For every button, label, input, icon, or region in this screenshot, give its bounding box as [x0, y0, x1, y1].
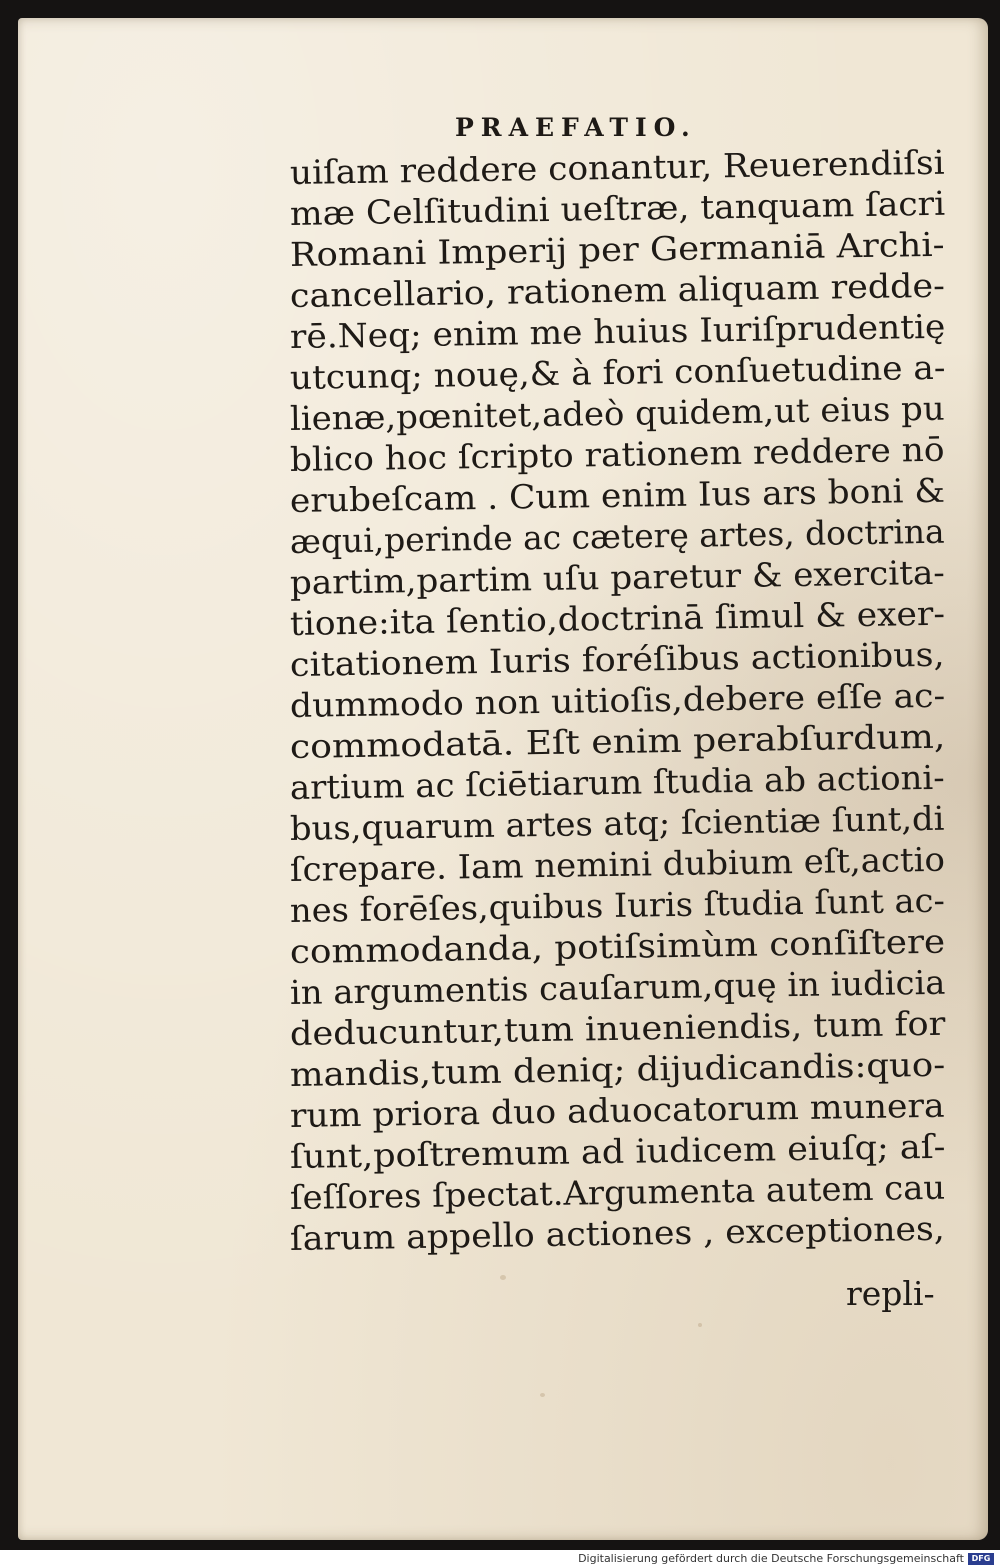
text-line: blico hoc ſcripto rationem reddere nō [289, 429, 945, 479]
text-line: æqui,perinde ac cæterę artes, doctrina [289, 511, 945, 561]
text-line: bus,quarum artes atq; ſcientiæ ſunt,di [289, 798, 945, 848]
text-line: commodanda, potiſsimùm conſiſtere [289, 921, 946, 971]
text-line: ſarum appello actiones , exceptiones, [289, 1208, 946, 1258]
text-line: mandis,tum deniq; dijudicandis:quo- [289, 1044, 946, 1094]
text-line: ſeſſores ſpectat.Argumenta autem cau [289, 1167, 946, 1217]
text-line: mæ Celſitudini ueſtræ, tanquam ſacri [289, 183, 946, 233]
text-line: rum priora duo aduocatorum munera [289, 1085, 945, 1135]
footer-credit: Digitalisierung gefördert durch die Deutsche Forschungsgemeinschaft [578, 1552, 964, 1565]
text-line: tione:ita ſentio,doctrinā ſimul & exer- [289, 593, 946, 643]
text-line: nes forēſes,quibus Iuris ſtudia ſunt ac- [289, 880, 946, 930]
catchword: repli- [846, 1274, 935, 1313]
text-line: artium ac ſciētiarum ſtudia ab actioni- [289, 757, 945, 807]
running-head: PRAEFATIO. [455, 113, 697, 142]
text-line: ſcrepare. Iam nemini dubium eſt,actio [289, 839, 946, 889]
footer-bar [0, 1550, 1000, 1568]
text-line: partim,partim uſu paretur & exercita- [289, 552, 946, 602]
dfg-logo-icon: DFG [968, 1553, 994, 1565]
text-line: commodatā. Eſt enim perabſurdum, [289, 716, 946, 766]
text-line: dummodo non uitioſis,debere eſſe ac- [289, 675, 946, 725]
text-line: ſunt,poſtremum ad iudicem eiuſq; aſ- [289, 1126, 946, 1176]
paper-stain [500, 1275, 506, 1280]
text-line: rē.Neq; enim me huius Iuriſprudentię [289, 306, 946, 356]
text-line: erubeſcam . Cum enim Ius ars boni & [289, 470, 946, 520]
text-line: cancellario, rationem aliquam redde- [289, 265, 946, 315]
text-line: citationem Iuris foréſibus actionibus, [289, 634, 945, 684]
text-line: uiſam reddere conantur, Reuerendiſsi [289, 142, 945, 192]
text-line: deducuntur,tum inueniendis, tum for [289, 1003, 946, 1053]
paper-stain [698, 1323, 702, 1327]
text-line: lienæ,pœnitet,adeò quidem,ut eius pu [289, 388, 945, 438]
text-line: Romani Imperij per Germaniā Archi- [289, 224, 945, 274]
text-line: utcunq; nouę,& à fori conſuetudine a- [289, 347, 946, 397]
paper-stain [540, 1393, 545, 1397]
text-line: in argumentis cauſarum,quę in iudicia [289, 962, 946, 1012]
text-block [289, 142, 950, 1259]
